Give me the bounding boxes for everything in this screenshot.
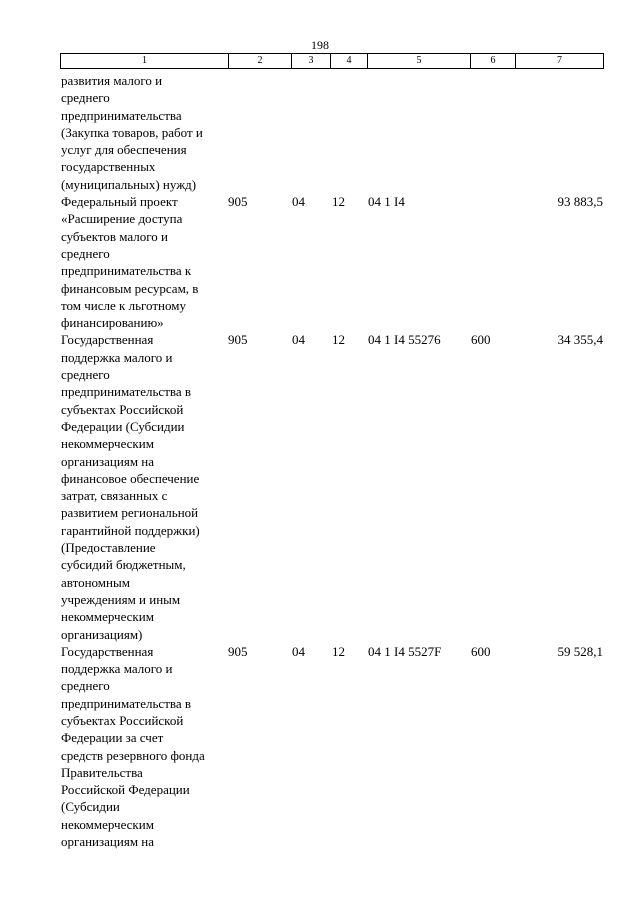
- row-ministry: 905: [228, 332, 248, 348]
- row-ministry: 905: [228, 643, 248, 659]
- column-header-2: 2: [229, 54, 292, 69]
- column-header-6: 6: [471, 54, 516, 69]
- row-ministry: 905: [228, 194, 248, 210]
- row-amount: 93 883,5: [557, 194, 603, 210]
- table-row: [0, 331, 640, 642]
- row-target-article: 04 1 I4 55276: [368, 332, 441, 348]
- row-amount: 59 528,1: [557, 643, 603, 659]
- column-header-row: [61, 54, 604, 69]
- row-name: развития малого и среднего предпринимательства (Закупка товаров, работ и услуг для обеспечения государственных (муниципальных) нужд): [61, 73, 203, 192]
- row-name: Федеральный проект «Расширение доступа субъектов малого и среднего предпринимательства к финансовым ресурсам, в том числе к льготному финансированию»: [61, 194, 199, 331]
- row-section: 04: [292, 332, 305, 348]
- row-subsection: 12: [332, 332, 345, 348]
- column-header-3: 3: [292, 54, 331, 69]
- column-header-table: [60, 53, 604, 69]
- page-number: 198: [311, 38, 329, 52]
- row-section: 04: [292, 643, 305, 659]
- row-expense-type: 600: [471, 332, 491, 348]
- column-header-5: 5: [368, 54, 471, 69]
- row-subsection: 12: [332, 194, 345, 210]
- table-row: [0, 643, 640, 851]
- table-row: [0, 193, 640, 331]
- row-amount: 34 355,4: [557, 332, 603, 348]
- column-header-4: 4: [331, 54, 368, 69]
- row-target-article: 04 1 I4: [368, 194, 405, 210]
- budget-table-body: [0, 72, 640, 850]
- table-row: [0, 72, 640, 193]
- row-section: 04: [292, 194, 305, 210]
- column-header-7: 7: [516, 54, 604, 69]
- row-target-article: 04 1 I4 5527F: [368, 643, 442, 659]
- row-expense-type: 600: [471, 643, 491, 659]
- row-name: Государственная поддержка малого и среднего предпринимательства в субъектах Российской Федерации за счет средств резервного фонда Правительства Российской Федерации (Субсидии некоммерческим организациям на: [61, 643, 205, 850]
- row-name: Государственная поддержка малого и среднего предпринимательства в субъектах Российской Федерации (Субсидии некоммерческим организациям на финансовое обеспечение затрат, связанных с развитием региональной гарантийной поддержки) (Предоставление субсидий бюджетным, автономным учреждениям и иным некоммерческим организациям): [61, 332, 200, 642]
- column-header-1: 1: [61, 54, 229, 69]
- row-subsection: 12: [332, 643, 345, 659]
